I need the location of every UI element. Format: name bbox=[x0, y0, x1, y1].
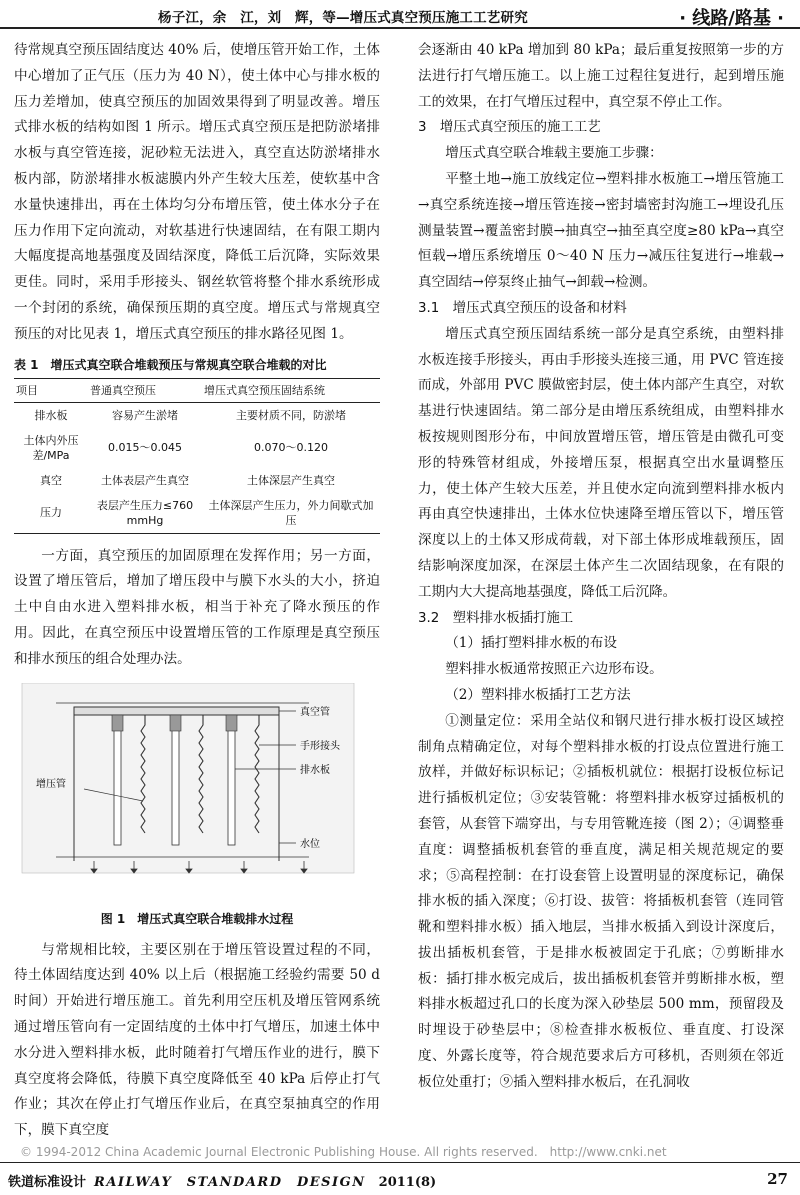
table-row bbox=[14, 468, 380, 493]
subsection-heading: 3.1 增压式真空预压的设备和材料 bbox=[418, 300, 627, 316]
running-title: 杨子江，余 江，刘 辉，等—增压式真空预压施工工艺研究 bbox=[158, 10, 528, 26]
subheading: （2）塑料排水板插打工艺方法 bbox=[445, 686, 631, 703]
label-drain-board: 排水板 bbox=[300, 764, 330, 776]
table-cell: 土体表层产生真空 bbox=[101, 473, 189, 487]
paragraph: 增压式真空联合堆载主要施工步骤： bbox=[445, 145, 663, 162]
table-header-row bbox=[14, 378, 380, 402]
table-header-cell: 普通真空预压 bbox=[88, 378, 202, 402]
paragraph: 增压式真空预压固结系统一部分是真空系统，由塑料排水板连接手形接头，再由手形接头连接三通，用 PVC 管连接而成，外部用 PVC 膜做密封层，使土体内部产生真空，对软基进行快速固结。第二部分是由增压系统组成，由塑料排水板按规则图形分布，中间放置增压管，增压管是由微孔可变形的特殊管材组成，外接增压泵，根据真空出水量调整压力，使土体产生较大压差，并且使水定向流到塑料排水板内再由真空快速排出，土体水位快速降至增压管以下，增压管深度以上的土体又形成荷载，对下部土体形成堆载预压，固结影响深度加深，在深层土体产生二次固结现象，在有限的工期内大大提高地基强度，降低工后沉降。 bbox=[418, 325, 784, 600]
left-column bbox=[14, 38, 380, 1144]
table-row bbox=[14, 428, 380, 468]
table-cell: 土体内外压差/MPa bbox=[23, 433, 79, 462]
hand-joint bbox=[112, 715, 123, 731]
table-cell: 排水板 bbox=[34, 408, 68, 422]
vacuum-pipe bbox=[74, 707, 279, 715]
table-caption: 表 1 增压式真空联合堆载预压与常规真空联合堆载的对比 bbox=[14, 357, 327, 372]
paragraph: ①测量定位：采用全站仪和钢尺进行排水板打设区域控制角点精确定位，对每个塑料排水板的打设点位置进行施工放样，并做好标识标记；②插板机就位：根据打设板位标记进行插板机定位；③安装管靴：将塑料排水板穿过插板机的套管，从套管下端穿出，与专用管靴连接（图 2）；④调整垂直度：调整插板机套管的垂直度，满足相关规范规定的要求；⑤高程控制：在打设套管上设置明显的深度标记，确保排水板的插入深度；⑥打设、拔管：将插板机套管（连同管靴和塑料排水板）插入地层，当排水板插入到设计深度后，拔出插板机套管，于是排水板被固定于孔底；⑦剪断排水板：插打排水板完成后，拔出插板机套管并剪断排水板，塑料排水板超过孔口的长度为深入砂垫层 500 mm，预留段及时埋设于砂垫层中；⑧检查排水板板位、垂直度、打设深度、外露长度等，符合规范要求后方可移机，否则须在邻近板位处重打；⑨插入塑料排水板后，在孔洞收 bbox=[418, 712, 784, 1090]
header-rule bbox=[0, 27, 800, 29]
label-hand-joint: 手形接头 bbox=[300, 740, 340, 752]
table-row bbox=[14, 493, 380, 534]
paragraph: 平整土地→施工放线定位→塑料排水板施工→增压管施工→真空系统连接→增压管连接→密封墙密封沟施工→埋设孔压测量装置→覆盖密封膜→抽真空→抽至真空度≥80 kPa→真空恒载→增压系统增压 0～40 N 压力→减压往复进行→堆载→真空固结→停泵终止抽气→卸载→检测。 bbox=[418, 170, 784, 291]
subheading: （1）插打塑料排水板的布设 bbox=[445, 635, 617, 652]
page-header bbox=[0, 0, 800, 34]
subsection-heading: 3.2 塑料排水板插打施工 bbox=[418, 610, 574, 626]
paragraph: 塑料排水板通常按照正六边形布设。 bbox=[445, 661, 663, 678]
figure-drainage-process bbox=[14, 683, 364, 908]
table-cell: 压力 bbox=[14, 493, 88, 534]
table-header-cell: 增压式真空预压固结系统 bbox=[202, 378, 380, 402]
paragraph: 会逐渐由 40 kPa 增加到 80 kPa；最后重复按照第一步的方法进行打气增压施工。以上施工过程往复进行，起到增压施工的效果，在打气增压过程中，真空泵不停止工作。 bbox=[418, 42, 784, 110]
journal-name-cn: 铁道标准设计 bbox=[8, 1175, 87, 1190]
drain-board bbox=[172, 715, 179, 845]
footer-rule bbox=[0, 1162, 800, 1163]
drain-board bbox=[228, 715, 235, 845]
table-cell: 主要材质不同，防淤堵 bbox=[236, 408, 346, 422]
table-header-cell: 项目 bbox=[14, 378, 88, 402]
table-cell: 真空 bbox=[40, 473, 62, 487]
label-water-level: 水位 bbox=[300, 838, 320, 850]
section-name: · 线路/路基 · bbox=[679, 8, 784, 29]
journal-name-en: RAILWAY STANDARD DESIGN bbox=[94, 1175, 366, 1190]
table-cell: 0.015～0.045 bbox=[108, 441, 182, 455]
copyright-watermark: © 1994-2012 China Academic Journal Electronic Publishing House. All rights reserved. http://www.cnki.net bbox=[20, 1145, 667, 1159]
comparison-table bbox=[14, 378, 380, 534]
paragraph: 与常规相比较，主要区别在于增压管设置过程的不同，待土体固结度达到 40% 以上后（根据施工经验约需要 50 d 时间）开始进行增压施工。首先利用空压机及增压管网系统通过增压管向有一定固结度的土体中打气增压，加速土体中水分进入塑料排水板，此时随着打气增压作业的进行，膜下真空度将会降低，待膜下真空度降低至 40 kPa 后停止打气作业；其次在停止打气增压作业后，在真空泵抽真空的作用下，膜下真空度 bbox=[14, 941, 380, 1139]
table-cell: 容易产生淤堵 bbox=[112, 408, 178, 422]
section-heading: 3 增压式真空预压的施工工艺 bbox=[418, 120, 601, 136]
paragraph: 待常规真空预压固结度达 40% 后，使增压管开始工作，土体中心增加了正气压（压力为 40 N），使土体中心与排水板的压力差增加，使真空预压的加固效果得到了明显改善。增压式排水板的结构如图 1 所示。增压式真空预压是把防淤堵排水板与真空管连接，泥砂粒无法进入，真空直达防淤堵排水板内部，防淤堵排水板滤膜内外产生较大压差，使软基中含水量快速排出，再在土体均匀分布增压管，使土体水分子在压力作用下定向流动，对软基进行快速固结，在有限工期内大幅度提高地基强度及固结深度，降低工后沉降，实际效果更佳。同时，采用手形接头、钢丝软管将整个排水系统形成一个封闭的系统，确保预压期的真空度。增压式与常规真空预压的对比见表 1，增压式真空预压的排水路径见图 1。 bbox=[14, 42, 380, 342]
drain-board bbox=[114, 715, 121, 845]
table-cell: 土体深层产生真空 bbox=[247, 473, 335, 487]
label-vacuum-pipe: 真空管 bbox=[300, 706, 330, 718]
hand-joint bbox=[226, 715, 237, 731]
table-row bbox=[14, 402, 380, 428]
page-footer bbox=[0, 1162, 800, 1195]
figure-caption: 图 1 增压式真空联合堆载排水过程 bbox=[100, 911, 294, 926]
hand-joint bbox=[170, 715, 181, 731]
table-cell: 表层产生压力≤760 mmHg bbox=[88, 493, 202, 534]
journal-name bbox=[8, 1171, 436, 1190]
table-cell: 土体深层产生压力，外力间歇式加压 bbox=[202, 493, 380, 534]
page-number: 27 bbox=[767, 1170, 788, 1188]
label-booster-pipe: 增压管 bbox=[36, 778, 66, 790]
table-cell: 0.070～0.120 bbox=[254, 441, 328, 455]
journal-issue: 2011(8) bbox=[378, 1175, 437, 1190]
drainage-diagram bbox=[14, 683, 364, 908]
paragraph: 一方面，真空预压的加固原理在发挥作用；另一方面，设置了增压管后，增加了增压段中与膜下水头的大小，挤迫土中自由水进入塑料排水板，相当于补充了降水预压的作用。因此，在真空预压中设置增压管的工作原理是真空预压和排水预压的组合处理办法。 bbox=[14, 547, 380, 667]
right-column bbox=[418, 38, 784, 1096]
